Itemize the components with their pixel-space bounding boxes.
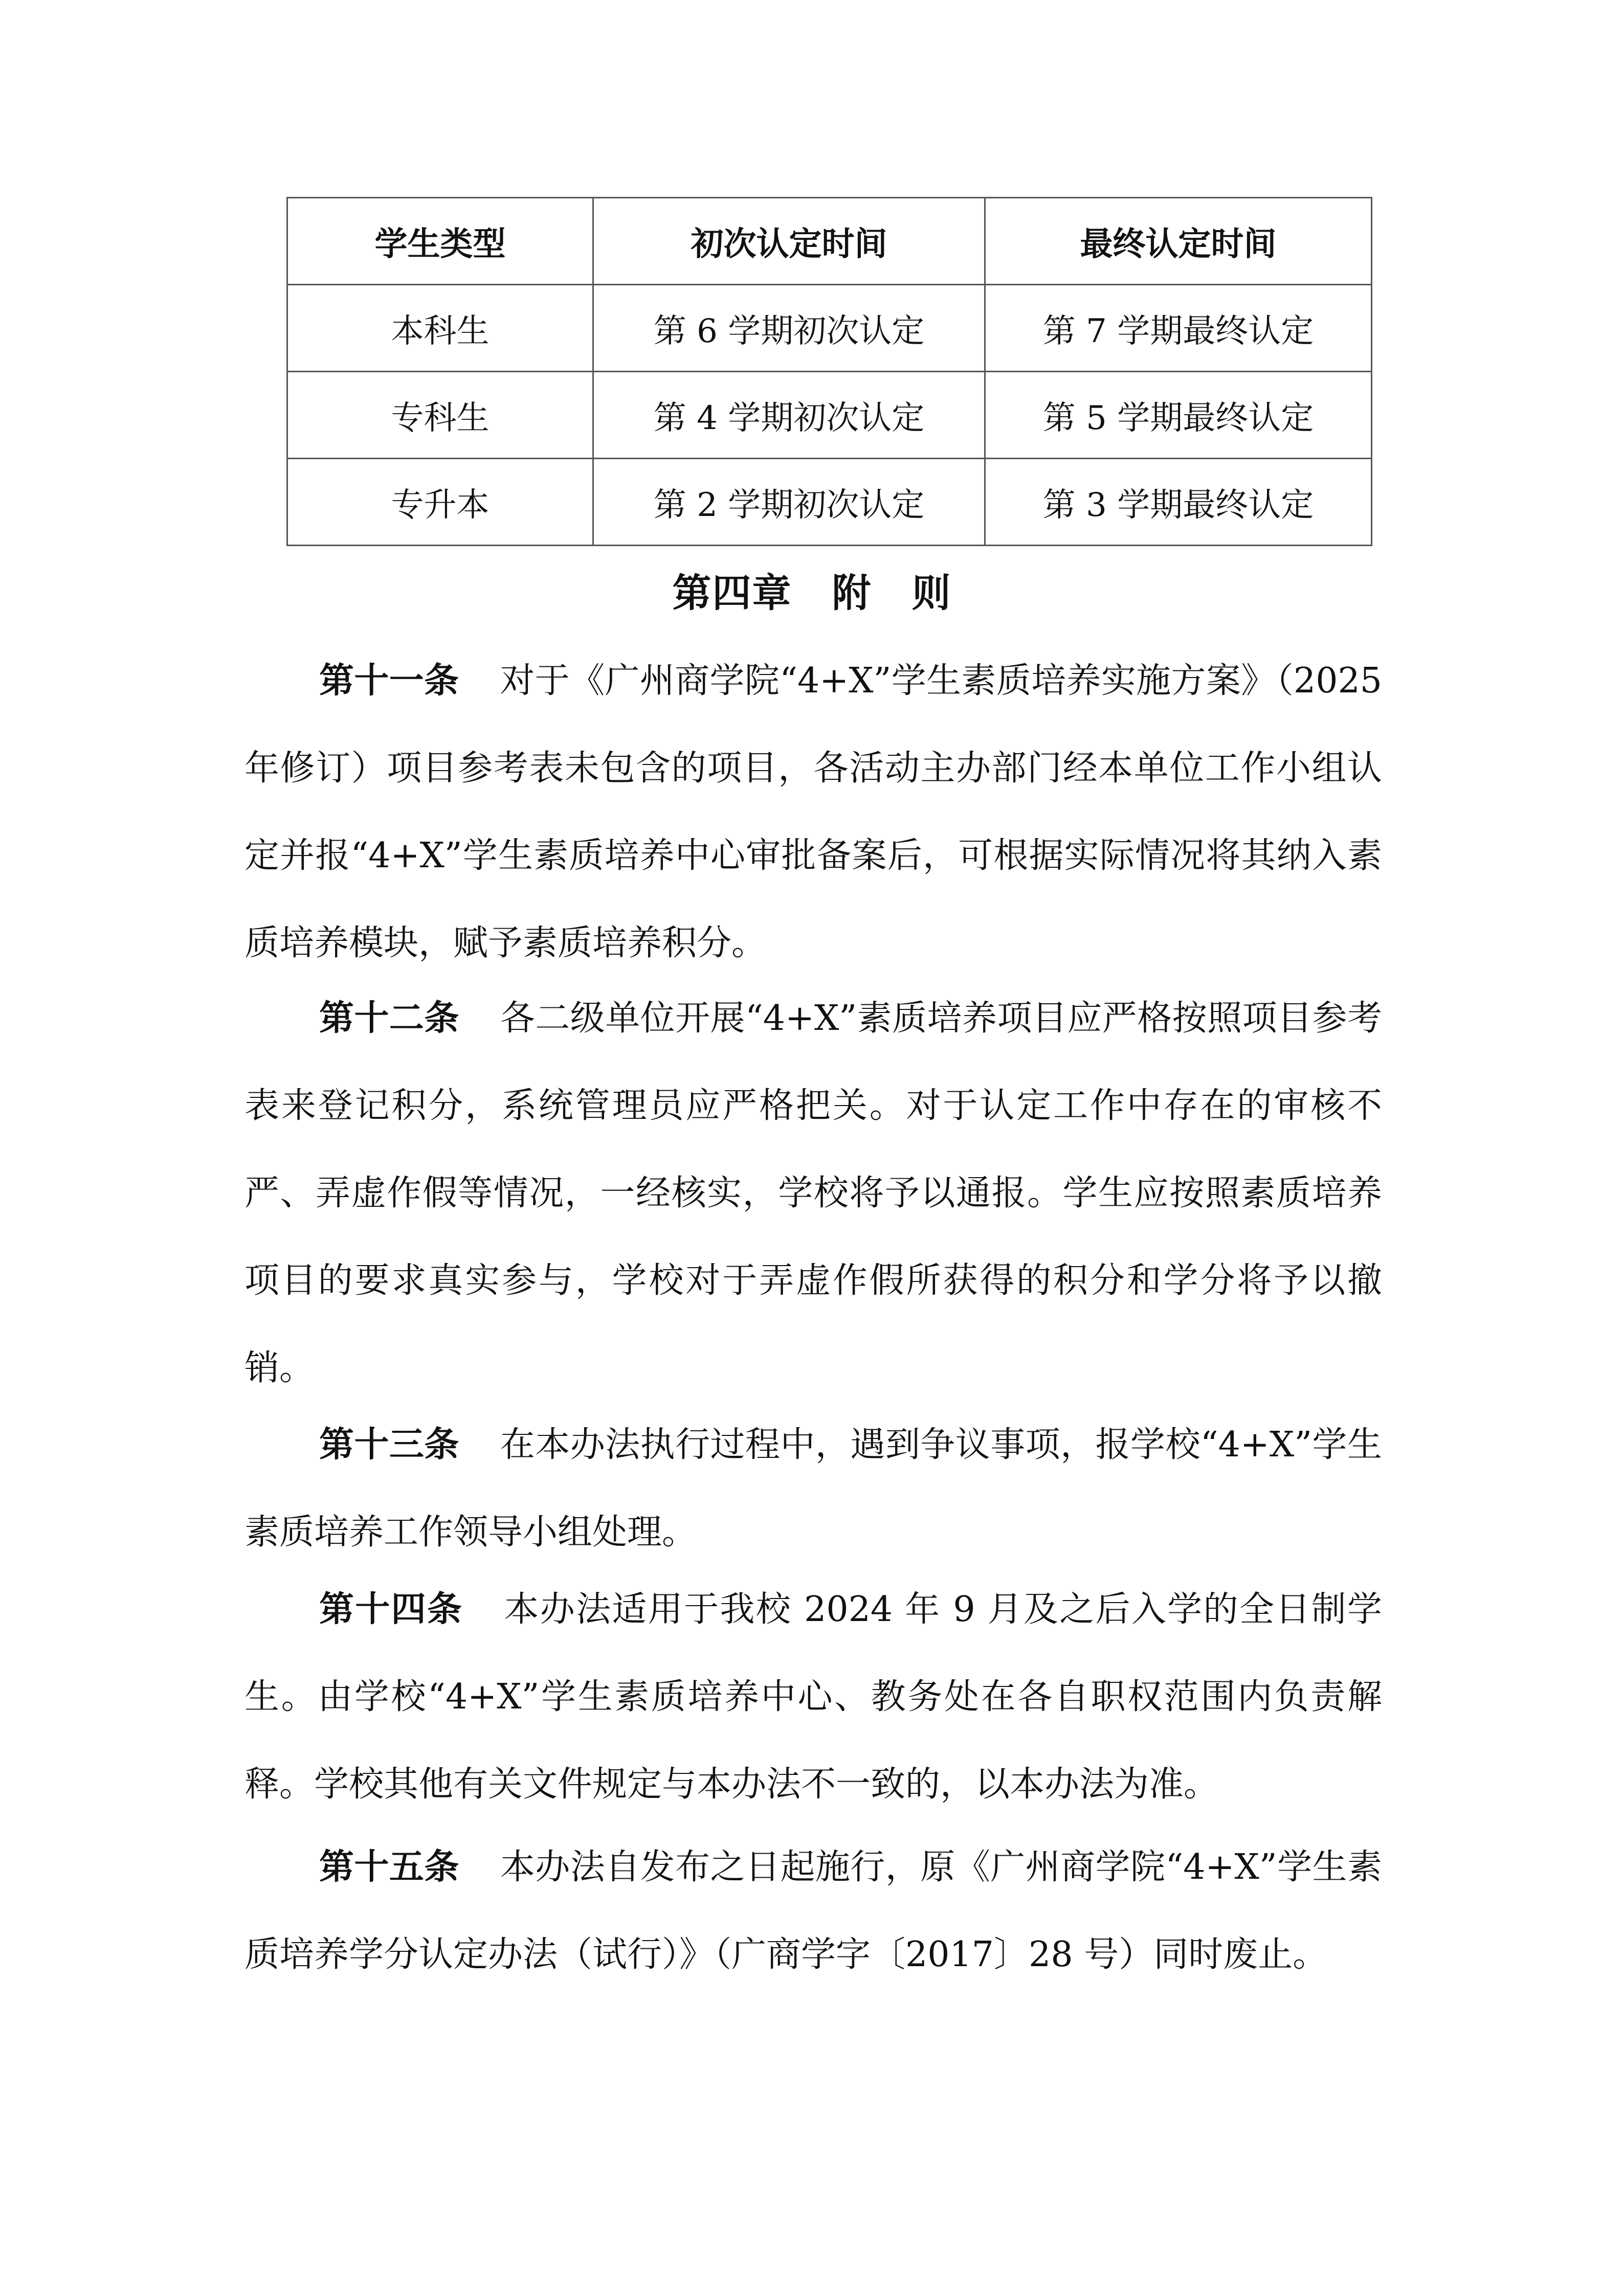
table-cell: 第 6 学期初次认定 (593, 285, 985, 372)
article-number: 第十五条 (319, 1847, 459, 1887)
article-13 (244, 1401, 1382, 1576)
table-cell: 本科生 (287, 285, 593, 372)
article-text: 对于《广州商学院“4+X”学生素质培养实施方案》（2025 年修订）项目参考表未包含的项目，各活动主办部门经本单位工作小组认定并报“4+X”学生素质培养中心审批备案后，可根据实际情况将其纳入素质培养模块，赋予素质培养积分。 (244, 661, 1382, 963)
table-row (287, 459, 1372, 546)
table-header-row (287, 198, 1372, 285)
table-cell: 专升本 (287, 459, 593, 546)
article-11 (244, 637, 1382, 987)
table-cell: 专科生 (287, 372, 593, 459)
article-14 (244, 1566, 1382, 1828)
article-text: 本办法自发布之日起施行，原《广州商学院“4+X”学生素质培养学分认定办法（试行）》（广商学字〔2017〕28 号）同时废止。 (244, 1847, 1382, 1975)
table-cell: 第 3 学期最终认定 (985, 459, 1372, 546)
article-number: 第十一条 (319, 661, 459, 701)
article-text: 本办法适用于我校 2024 年 9 月及之后入学的全日制学生。由学校“4+X”学生素质培养中心、教务处在各自职权范围内负责解释。学校其他有关文件规定与本办法不一致的，以本办法为准。 (244, 1589, 1382, 1805)
article-number: 第十四条 (319, 1589, 463, 1630)
column-header-initial-time: 初次认定时间 (593, 198, 985, 285)
table-cell: 第 7 学期最终认定 (985, 285, 1372, 372)
table-cell: 第 2 学期初次认定 (593, 459, 985, 546)
table-cell: 第 5 学期最终认定 (985, 372, 1372, 459)
table-cell: 第 4 学期初次认定 (593, 372, 985, 459)
chapter-title: 第四章 附 则 (672, 570, 952, 616)
article-number: 第十二条 (319, 998, 459, 1039)
article-12 (244, 975, 1382, 1412)
column-header-student-type: 学生类型 (287, 198, 593, 285)
table-row (287, 285, 1372, 372)
column-header-final-time: 最终认定时间 (985, 198, 1372, 285)
certification-schedule-table (286, 197, 1372, 546)
article-number: 第十三条 (319, 1425, 459, 1465)
table-row (287, 372, 1372, 459)
article-text: 各二级单位开展“4+X”素质培养项目应严格按照项目参考表来登记积分，系统管理员应严格把关。对于认定工作中存在的审核不严、弄虚作假等情况，一经核实，学校将予以通报。学生应按照素质培养项目的要求真实参与，学校对于弄虚作假所获得的积分和学分将予以撤销。 (244, 998, 1382, 1388)
article-text: 在本办法执行过程中，遇到争议事项，报学校“4+X”学生素质培养工作领导小组处理。 (244, 1425, 1382, 1552)
article-15 (244, 1824, 1382, 1998)
